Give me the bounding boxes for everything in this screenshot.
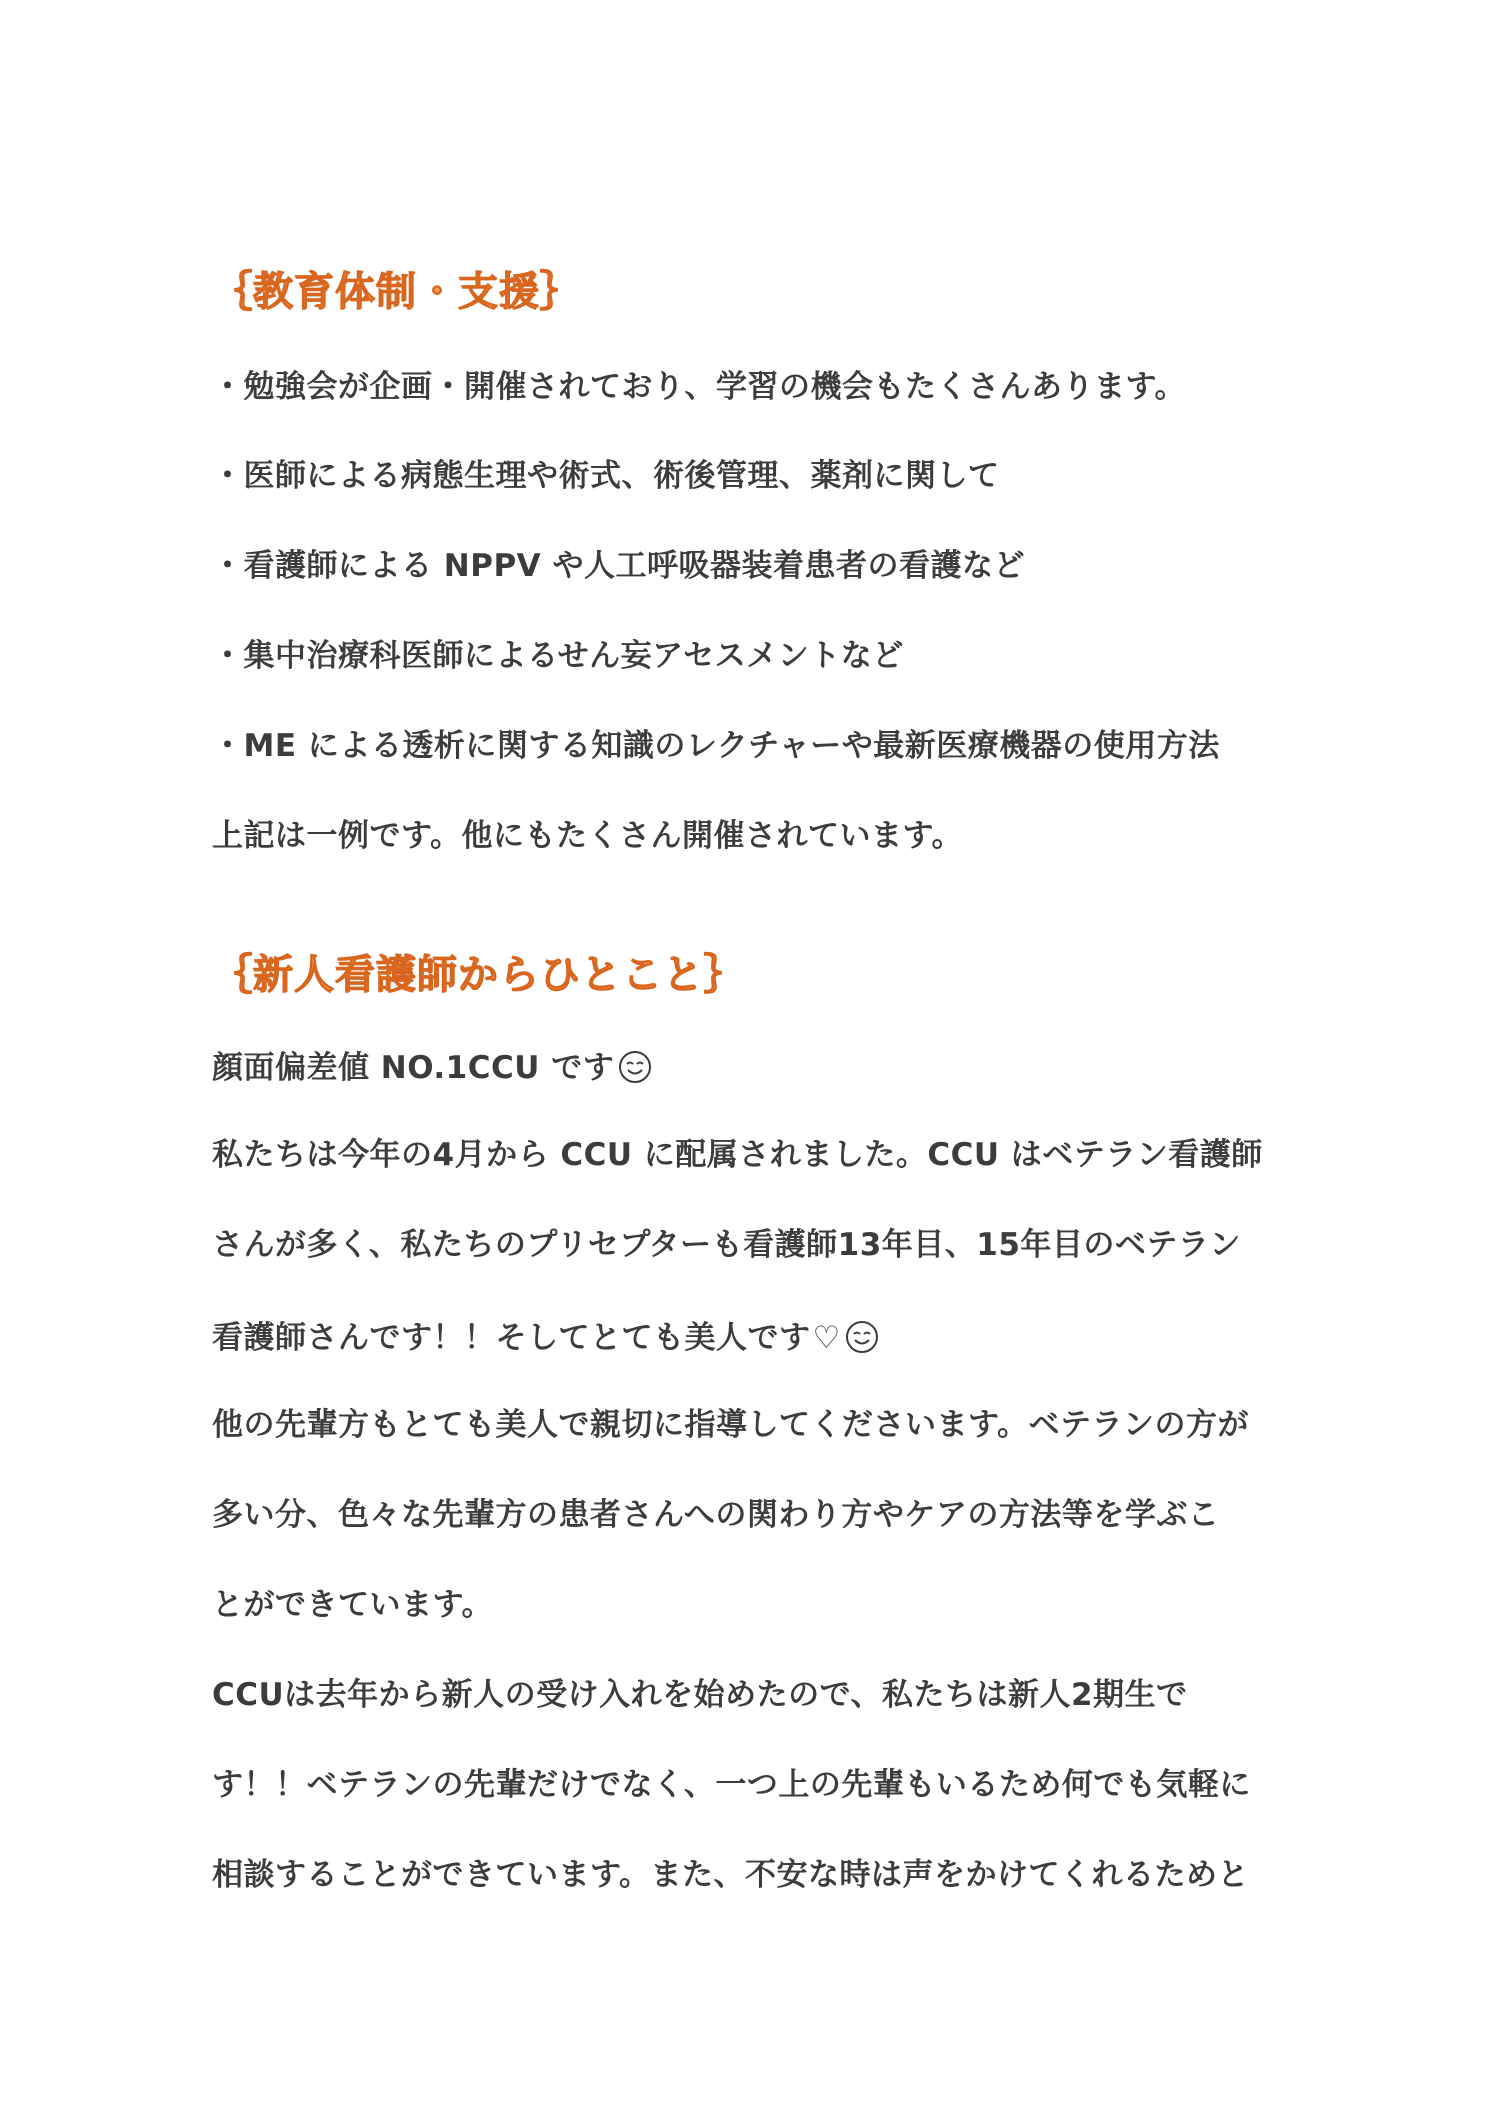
new-nurse-line-4-text: 看護師さんです！！そしてとても美人です bbox=[212, 1320, 811, 1356]
new-nurse-line-10: 相談することができています。また、不安な時は声をかけてくれるためと bbox=[212, 1857, 1250, 1893]
education-line-6: 上記は一例です。他にもたくさん開催されています。 bbox=[212, 818, 964, 854]
new-nurse-line-6: 多い分、色々な先輩方の患者さんへの関わり方やケアの方法等を学ぶこ bbox=[212, 1497, 1220, 1533]
new-nurse-line-7: とができています。 bbox=[212, 1587, 494, 1623]
new-nurse-line-8: CCUは去年から新人の受け入れを始めたので、私たちは新人2期生で bbox=[212, 1677, 1188, 1713]
education-line-4: ・集中治療科医師によるせん妄アセスメントなど bbox=[212, 638, 904, 674]
new-nurse-line-1 bbox=[212, 1050, 652, 1084]
education-line-1: ・勉強会が企画・開催されており、学習の機会もたくさんあります。 bbox=[212, 369, 1187, 405]
new-nurse-line-1-text: 顔面偏差値 NO.1CCU です bbox=[212, 1050, 615, 1086]
education-line-3: ・看護師による NPPV や人工呼吸器装着患者の看護など bbox=[212, 548, 1025, 584]
smiley-emoji-icon bbox=[618, 1050, 652, 1084]
education-line-2: ・医師による病態生理や術式、術後管理、薬剤に関して bbox=[212, 458, 1000, 494]
section-heading-new-nurses: ｛新人看護師からひとこと｝ bbox=[212, 952, 745, 998]
new-nurse-line-3: さんが多く、私たちのプリセプターも看護師13年目、15年目のベテラン bbox=[212, 1227, 1241, 1263]
heart-symbol: ♡ bbox=[812, 1320, 841, 1356]
new-nurse-line-5: 他の先輩方もとても美人で親切に指導してくださいます。ベテランの方が bbox=[212, 1407, 1250, 1443]
education-line-5: ・ME による透析に関する知識のレクチャーや最新医療機器の使用方法 bbox=[212, 728, 1220, 764]
new-nurse-line-2: 私たちは今年の4月から CCU に配属されました。CCU はベテラン看護師 bbox=[212, 1137, 1263, 1173]
new-nurse-line-9: す！！ベテランの先輩だけでなく、一つ上の先輩もいるため何でも気軽に bbox=[212, 1767, 1251, 1803]
smiley-emoji-icon bbox=[845, 1320, 879, 1354]
new-nurse-line-4 bbox=[212, 1320, 879, 1354]
section-heading-education: ｛教育体制・支援｝ bbox=[212, 269, 581, 315]
